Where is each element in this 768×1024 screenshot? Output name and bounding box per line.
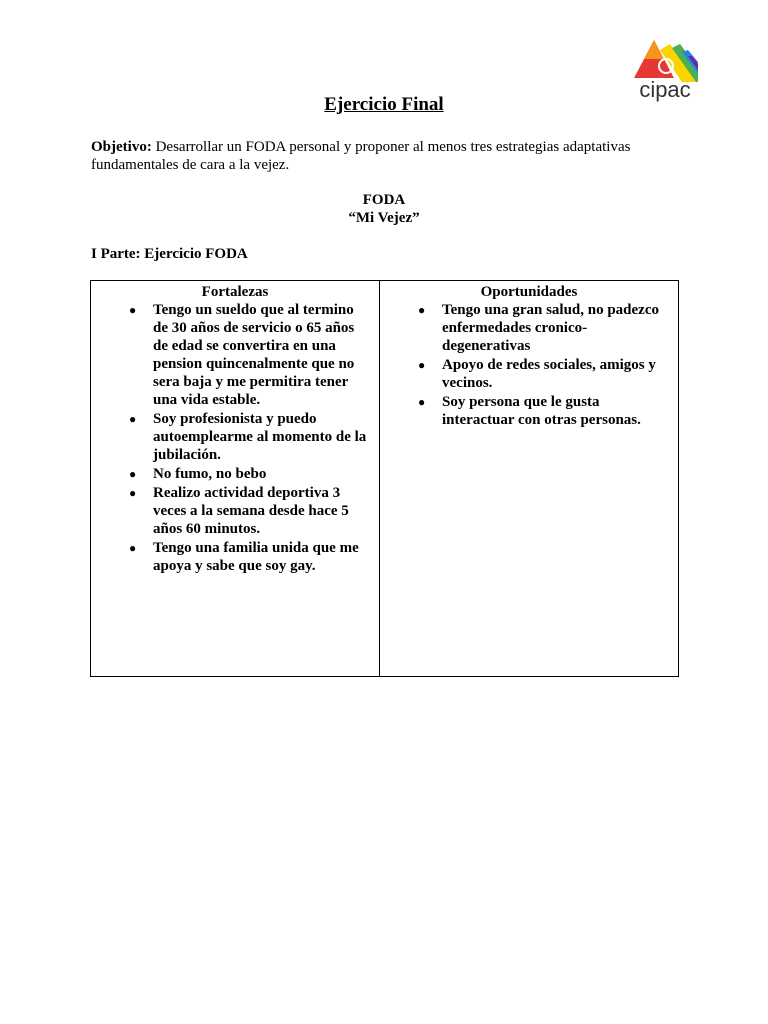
list-item: [91, 301, 379, 409]
oportunidades-cell: [380, 281, 679, 677]
foda-heading: [0, 191, 768, 227]
foda-table: [90, 280, 679, 677]
foda-subtitle: “Mi Vejez”: [348, 210, 420, 226]
rainbow-triangle-icon: [632, 38, 698, 82]
bullet-icon: ●: [129, 412, 137, 426]
list-item: [91, 410, 379, 464]
bullet-icon: ●: [418, 395, 426, 409]
bullet-icon: ●: [418, 303, 426, 317]
part-heading: I Parte: Ejercicio FODA: [91, 246, 248, 262]
bullet-icon: ●: [418, 358, 426, 372]
bullet-icon: ●: [129, 467, 137, 481]
objective-paragraph: [91, 138, 661, 174]
list-item-text: Tengo una familia unida que me apoya y sabe que soy gay.: [153, 540, 359, 574]
list-item-text: Soy profesionista y puedo autoemplearme al momento de la jubilación.: [153, 411, 367, 463]
fortalezas-cell: [91, 281, 380, 677]
list-item-text: Tengo una gran salud, no padezco enfermedades cronico-degenerativas: [442, 302, 660, 354]
list-item: [380, 393, 678, 429]
fortalezas-header: Fortalezas: [201, 284, 269, 300]
list-item: [380, 301, 678, 355]
objective-label: Objetivo:: [91, 139, 152, 155]
oportunidades-header: Oportunidades: [480, 284, 578, 300]
logo-wordmark: cipac: [639, 77, 691, 102]
list-item: [91, 484, 379, 538]
list-item: [91, 539, 379, 575]
fortalezas-list: [91, 301, 379, 575]
list-item: [380, 356, 678, 392]
objective-text: Desarrollar un FODA personal y proponer al menos tres estrategias adaptativas fundamentales de cara a la vejez.: [91, 139, 631, 173]
list-item-text: No fumo, no bebo: [153, 466, 267, 482]
list-item-text: Soy persona que le gusta interactuar con otras personas.: [442, 394, 641, 428]
document-title: Ejercicio Final: [324, 94, 444, 115]
bullet-icon: ●: [129, 303, 137, 317]
bullet-icon: ●: [129, 486, 137, 500]
list-item-text: Apoyo de redes sociales, amigos y vecinos.: [442, 357, 656, 391]
list-item: [91, 465, 379, 483]
list-item-text: Tengo un sueldo que al termino de 30 años de servicio o 65 años de edad se convertira en una pension quincenalmente que no sera baja y me permitira tener una vida estable.: [153, 302, 355, 408]
foda-table-row: [91, 281, 679, 677]
oportunidades-list: [380, 301, 678, 429]
foda-title: FODA: [362, 192, 406, 208]
bullet-icon: ●: [129, 541, 137, 555]
list-item-text: Realizo actividad deportiva 3 veces a la semana desde hace 5 años 60 minutos.: [153, 485, 349, 537]
